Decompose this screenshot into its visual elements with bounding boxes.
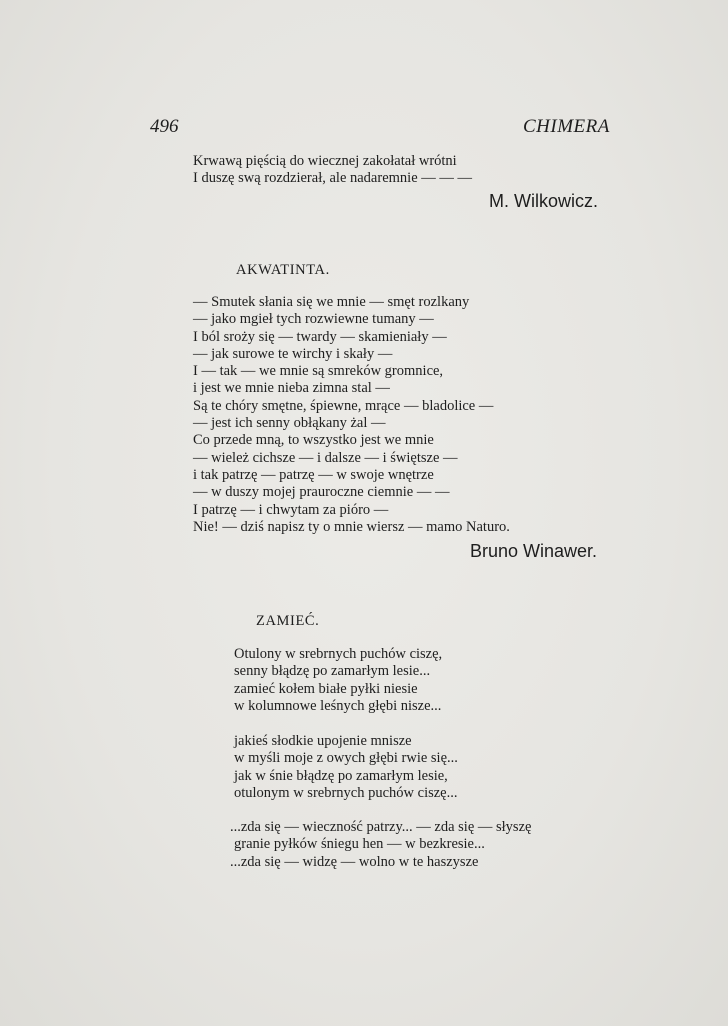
- poem-line: ...zda się — wieczność patrzy... — zda się — słyszę: [230, 819, 532, 835]
- poem-line: — Smutek słania się we mnie — smęt rozlkany: [193, 294, 470, 310]
- poem-line: I — tak — we mnie są smreków gromnice,: [193, 363, 444, 380]
- poem-line: zamieć kołem białe pyłki niesie: [234, 680, 418, 697]
- poem-line: — wieleż cichsze — i dalsze — i świętsze —: [193, 449, 458, 466]
- poem-line: otulonym w srebrnych puchów ciszę...: [234, 784, 458, 801]
- poem-line: jak w śnie błądzę po zamarłym lesie,: [234, 767, 448, 784]
- running-head: CHIMERA: [523, 116, 610, 137]
- poem3-stanza-1: [234, 646, 442, 715]
- poem-line: granie pyłków śniegu hen — w bezkresie...: [234, 836, 485, 853]
- poem-title: AKWATINTA.: [236, 262, 330, 278]
- page-number: 496: [150, 116, 179, 137]
- poem-line: — jako mgieł tych rozwiewne tumany —: [193, 311, 434, 328]
- poem-line: Nie! — dziś napisz ty o mnie wiersz — mamo Naturo.: [193, 518, 510, 535]
- poem-line: ...zda się — widzę — wolno w te haszysze: [230, 853, 479, 870]
- poem3-stanza-3: [230, 819, 531, 871]
- poem3-stanza-2: [234, 733, 458, 802]
- poem-line: jakieś słodkie upojenie mnisze: [234, 733, 412, 749]
- poem-line: senny błądzę po zamarłym lesie...: [234, 663, 431, 680]
- poem1-tail: [193, 153, 472, 188]
- poem-line: I duszę swą rozdzierał, ale nadaremnie — — —: [193, 170, 473, 187]
- poem-line: — jak surowe te wirchy i skały —: [193, 345, 393, 362]
- poem-line: w myśli moje z owych głębi rwie się...: [234, 750, 458, 767]
- poem-line: I patrzę — i chwytam za pióro —: [193, 501, 389, 518]
- poem-line: — jest ich senny obłąkany żal —: [193, 415, 386, 432]
- poem-line: Co przede mną, to wszystko jest we mnie: [193, 432, 434, 449]
- poem-line: w kolumnowe leśnych głębi nisze...: [234, 697, 442, 714]
- poem-line: Krwawą pięścią do wiecznej zakołatał wrótni: [193, 153, 457, 169]
- author-signature: M. Wilkowicz.: [489, 191, 598, 211]
- poem-line: i tak patrzę — patrzę — w swoje wnętrze: [193, 466, 434, 483]
- poem-line: — w duszy mojej prauroczne ciemnie — —: [193, 484, 450, 501]
- poem-line: i jest we mnie nieba zimna stal —: [193, 380, 390, 397]
- poem-line: I ból sroży się — twardy — skamieniały —: [193, 328, 447, 345]
- poem2-body: [193, 294, 510, 536]
- author-signature: Bruno Winawer.: [470, 541, 598, 561]
- poem-line: Są te chóry smętne, śpiewne, mrące — bladolice —: [193, 397, 494, 414]
- poem-line: Otulony w srebrnych puchów ciszę,: [234, 646, 443, 662]
- poem-title: ZAMIEĆ.: [256, 613, 320, 629]
